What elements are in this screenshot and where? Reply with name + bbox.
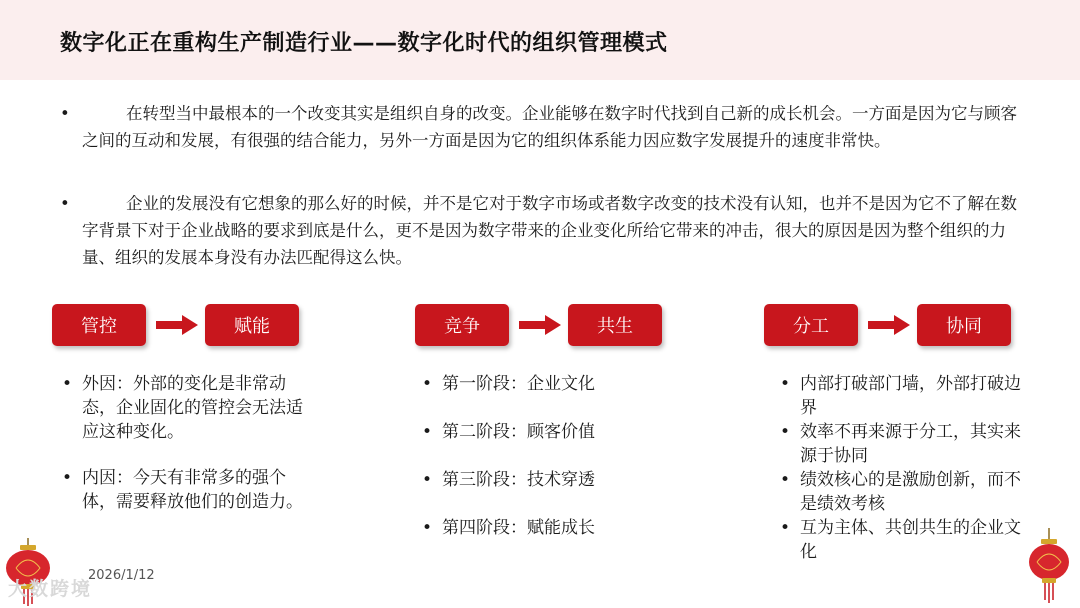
bullet-dot: • bbox=[422, 470, 433, 490]
list-item-text: 第一阶段：企业文化 bbox=[442, 374, 595, 394]
list-item bbox=[776, 468, 1026, 516]
right-arrow-icon bbox=[868, 315, 910, 335]
list-item-text: 内部打破部门墙，外部打破边界 bbox=[800, 374, 1021, 418]
column-2-list bbox=[418, 372, 658, 564]
pill-to-funeng: 赋能 bbox=[205, 304, 299, 346]
paragraph-1 bbox=[60, 100, 1020, 154]
bullet-dot: • bbox=[780, 374, 791, 394]
paragraph-text: 在转型当中最根本的一个改变其实是组织自身的改变。企业能够在数字时代找到自己新的成长机会。一方面是因为它与顾客之间的互动和发展，有很强的结合能力，另外一方面是因为它的组织体系能力因应数字发展提升的速度非常快。 bbox=[82, 104, 1017, 150]
slide-date: 2026/1/12 bbox=[88, 568, 155, 583]
bullet-dot: • bbox=[422, 422, 433, 442]
pill-to-xietong: 协同 bbox=[917, 304, 1011, 346]
bullet-dot: • bbox=[422, 518, 433, 538]
bullet-dot: • bbox=[780, 422, 791, 442]
pill-from-jingzheng: 竞争 bbox=[415, 304, 509, 346]
pill-from-guankong: 管控 bbox=[52, 304, 146, 346]
right-arrow-icon bbox=[519, 315, 561, 335]
list-item bbox=[418, 420, 658, 444]
list-item-text: 互为主体、共创共生的企业文化 bbox=[800, 518, 1021, 562]
list-item bbox=[58, 372, 313, 444]
list-item-text: 第二阶段：顾客价值 bbox=[442, 422, 595, 442]
list-item bbox=[776, 420, 1026, 468]
list-item bbox=[418, 516, 658, 540]
list-item bbox=[418, 468, 658, 492]
list-item-text: 绩效核心的是激励创新，而不是绩效考核 bbox=[800, 470, 1021, 514]
bullet-marker: • bbox=[60, 104, 70, 123]
bullet-dot: • bbox=[62, 468, 73, 488]
bullet-dot: • bbox=[780, 470, 791, 490]
right-arrow-icon bbox=[156, 315, 198, 335]
bullet-dot: • bbox=[780, 518, 791, 538]
list-item bbox=[418, 372, 658, 396]
list-item bbox=[776, 516, 1026, 564]
paragraph-2 bbox=[60, 190, 1020, 271]
list-item-text: 外因：外部的变化是非常动态，企业固化的管控会无法适应这种变化。 bbox=[82, 374, 303, 442]
bullet-marker: • bbox=[60, 194, 70, 213]
paragraph-text: 企业的发展没有它想象的那么好的时候，并不是它对于数字市场或者数字改变的技术没有认知，也并不是因为它不了解在数字背景下对于企业战略的要求到底是什么，更不是因为数字带来的企业变化所给它带来的冲击，很大的原因是因为整个组织的力量、组织的发展本身没有办法匹配得这么快。 bbox=[82, 194, 1017, 267]
list-item-text: 内因：今天有非常多的强个体，需要释放他们的创造力。 bbox=[82, 468, 303, 512]
list-item bbox=[58, 466, 313, 514]
pill-to-gongsheng: 共生 bbox=[568, 304, 662, 346]
pill-from-fengong: 分工 bbox=[764, 304, 858, 346]
list-item bbox=[776, 372, 1026, 420]
list-item-text: 效率不再来源于分工，其实来源于协同 bbox=[800, 422, 1021, 466]
watermark-text: 大数跨境 bbox=[8, 578, 93, 600]
lantern-icon bbox=[1024, 528, 1074, 606]
page-title: 数字化正在重构生产制造行业——数字化时代的组织管理模式 bbox=[60, 31, 668, 56]
bullet-dot: • bbox=[62, 374, 73, 394]
column-1-list bbox=[58, 372, 313, 514]
list-item-text: 第四阶段：赋能成长 bbox=[442, 518, 595, 538]
column-3-list bbox=[776, 372, 1026, 564]
bullet-dot: • bbox=[422, 374, 433, 394]
list-item-text: 第三阶段：技术穿透 bbox=[442, 470, 595, 490]
